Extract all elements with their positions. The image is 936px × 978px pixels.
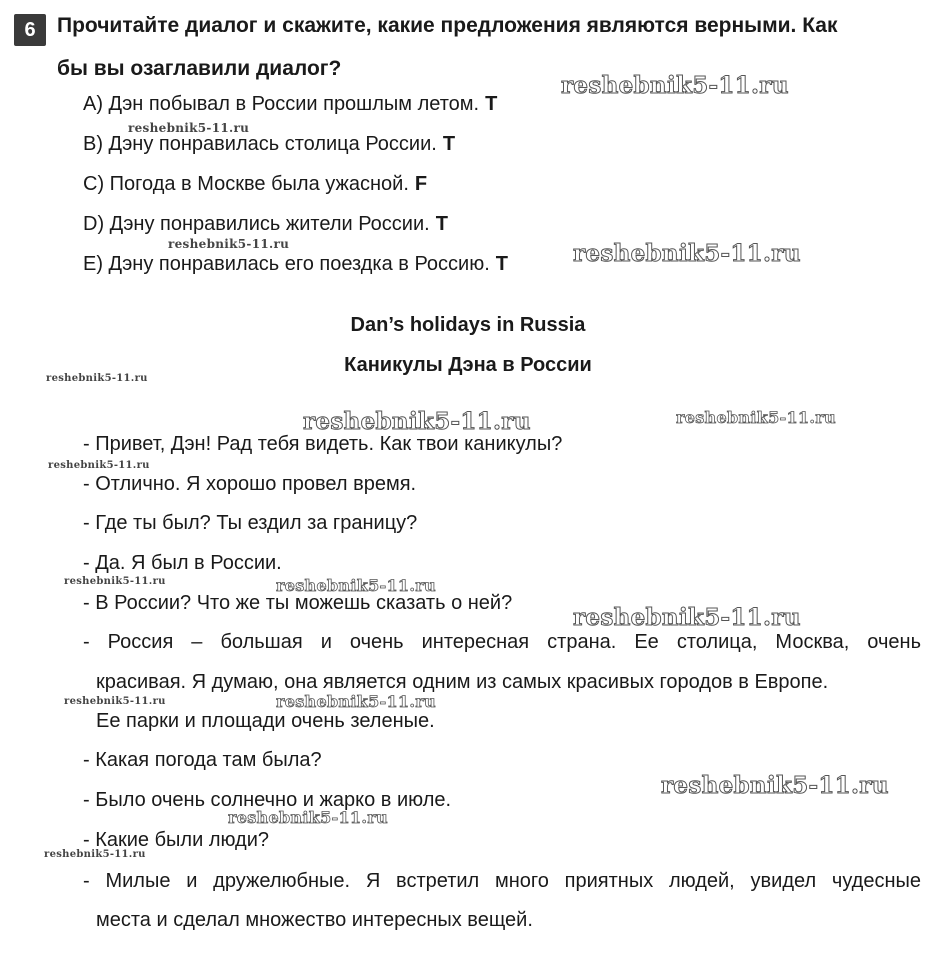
statement-text: C) Погода в Москве была ужасной. [83, 173, 409, 195]
task-instruction-line-2: бы вы озаглавили диалог? [57, 57, 342, 80]
watermark: reshebnik5-11.ru [64, 576, 166, 587]
dialogue-line: - Какая погода там была? [83, 749, 322, 771]
statement-answer: T [485, 93, 498, 115]
dialogue-line: - Какие были люди? [83, 829, 270, 851]
dialogue-line: - Милые и дружелюбные. Я встретил много приятных людей, увидел чудесные [83, 870, 921, 892]
statement-c [83, 173, 427, 196]
dialogue-line: - Было очень солнечно и жарко в июле. [83, 789, 452, 811]
dialogue-line-continuation: Ее парки и площади очень зеленые. [96, 710, 435, 732]
watermark: reshebnik5-11.ru [661, 772, 889, 799]
dialogue-line: - Привет, Дэн! Рад тебя видеть. Как твои каникулы? [83, 433, 563, 455]
statement-text: B) Дэну понравилась столица России. [83, 133, 437, 155]
watermark: reshebnik5-11.ru [676, 408, 836, 427]
dialogue-line: - Да. Я был в России. [83, 552, 282, 574]
watermark: reshebnik5-11.ru [48, 460, 150, 471]
statement-answer: F [414, 173, 428, 195]
dialogue-line: - Где ты был? Ты ездил за границу? [83, 512, 418, 534]
task-instruction-line-1: Прочитайте диалог и скажите, какие предложения являются верными. Как [57, 14, 838, 37]
watermark: reshebnik5-11.ru [573, 604, 801, 631]
statement-answer: T [495, 253, 508, 275]
watermark: reshebnik5-11.ru [276, 692, 436, 711]
dialogue-title-english: Dan’s holidays in Russia [350, 314, 586, 336]
statement-d [83, 213, 448, 236]
watermark: reshebnik5-11.ru [128, 121, 250, 135]
dialogue-line: - В России? Что же ты можешь сказать о ней? [83, 592, 513, 614]
watermark: reshebnik5-11.ru [46, 373, 148, 384]
dialogue-title-russian: Каникулы Дэна в России [344, 354, 592, 376]
watermark: reshebnik5-11.ru [44, 849, 146, 860]
dialogue-line: - Россия – большая и очень интересная страна. Ее столица, Москва, очень [83, 631, 921, 653]
dialogue-line-continuation: места и сделал множество интересных вещей. [96, 909, 533, 931]
watermark: reshebnik5-11.ru [168, 237, 290, 251]
statement-text: A) Дэн побывал в России прошлым летом. [83, 93, 480, 115]
watermark: reshebnik5-11.ru [64, 696, 166, 707]
statement-text: E) Дэну понравилась его поездка в Россию. [83, 253, 490, 275]
statement-answer: T [435, 213, 448, 235]
dialogue-line: - Отлично. Я хорошо провел время. [83, 473, 417, 495]
watermark: reshebnik5-11.ru [303, 408, 531, 435]
statement-answer: T [442, 133, 456, 155]
statement-a [83, 93, 497, 116]
statement-b [83, 133, 455, 156]
watermark: reshebnik5-11.ru [573, 240, 801, 267]
task-number-badge: 6 [14, 14, 46, 46]
statement-e [83, 253, 508, 276]
watermark: reshebnik5-11.ru [276, 576, 436, 595]
dialogue-line-continuation: красивая. Я думаю, она является одним из самых красивых городов в Европе. [96, 671, 829, 693]
statement-text: D) Дэну понравились жители России. [83, 213, 430, 235]
watermark: reshebnik5-11.ru [228, 808, 388, 827]
watermark: reshebnik5-11.ru [561, 72, 789, 99]
